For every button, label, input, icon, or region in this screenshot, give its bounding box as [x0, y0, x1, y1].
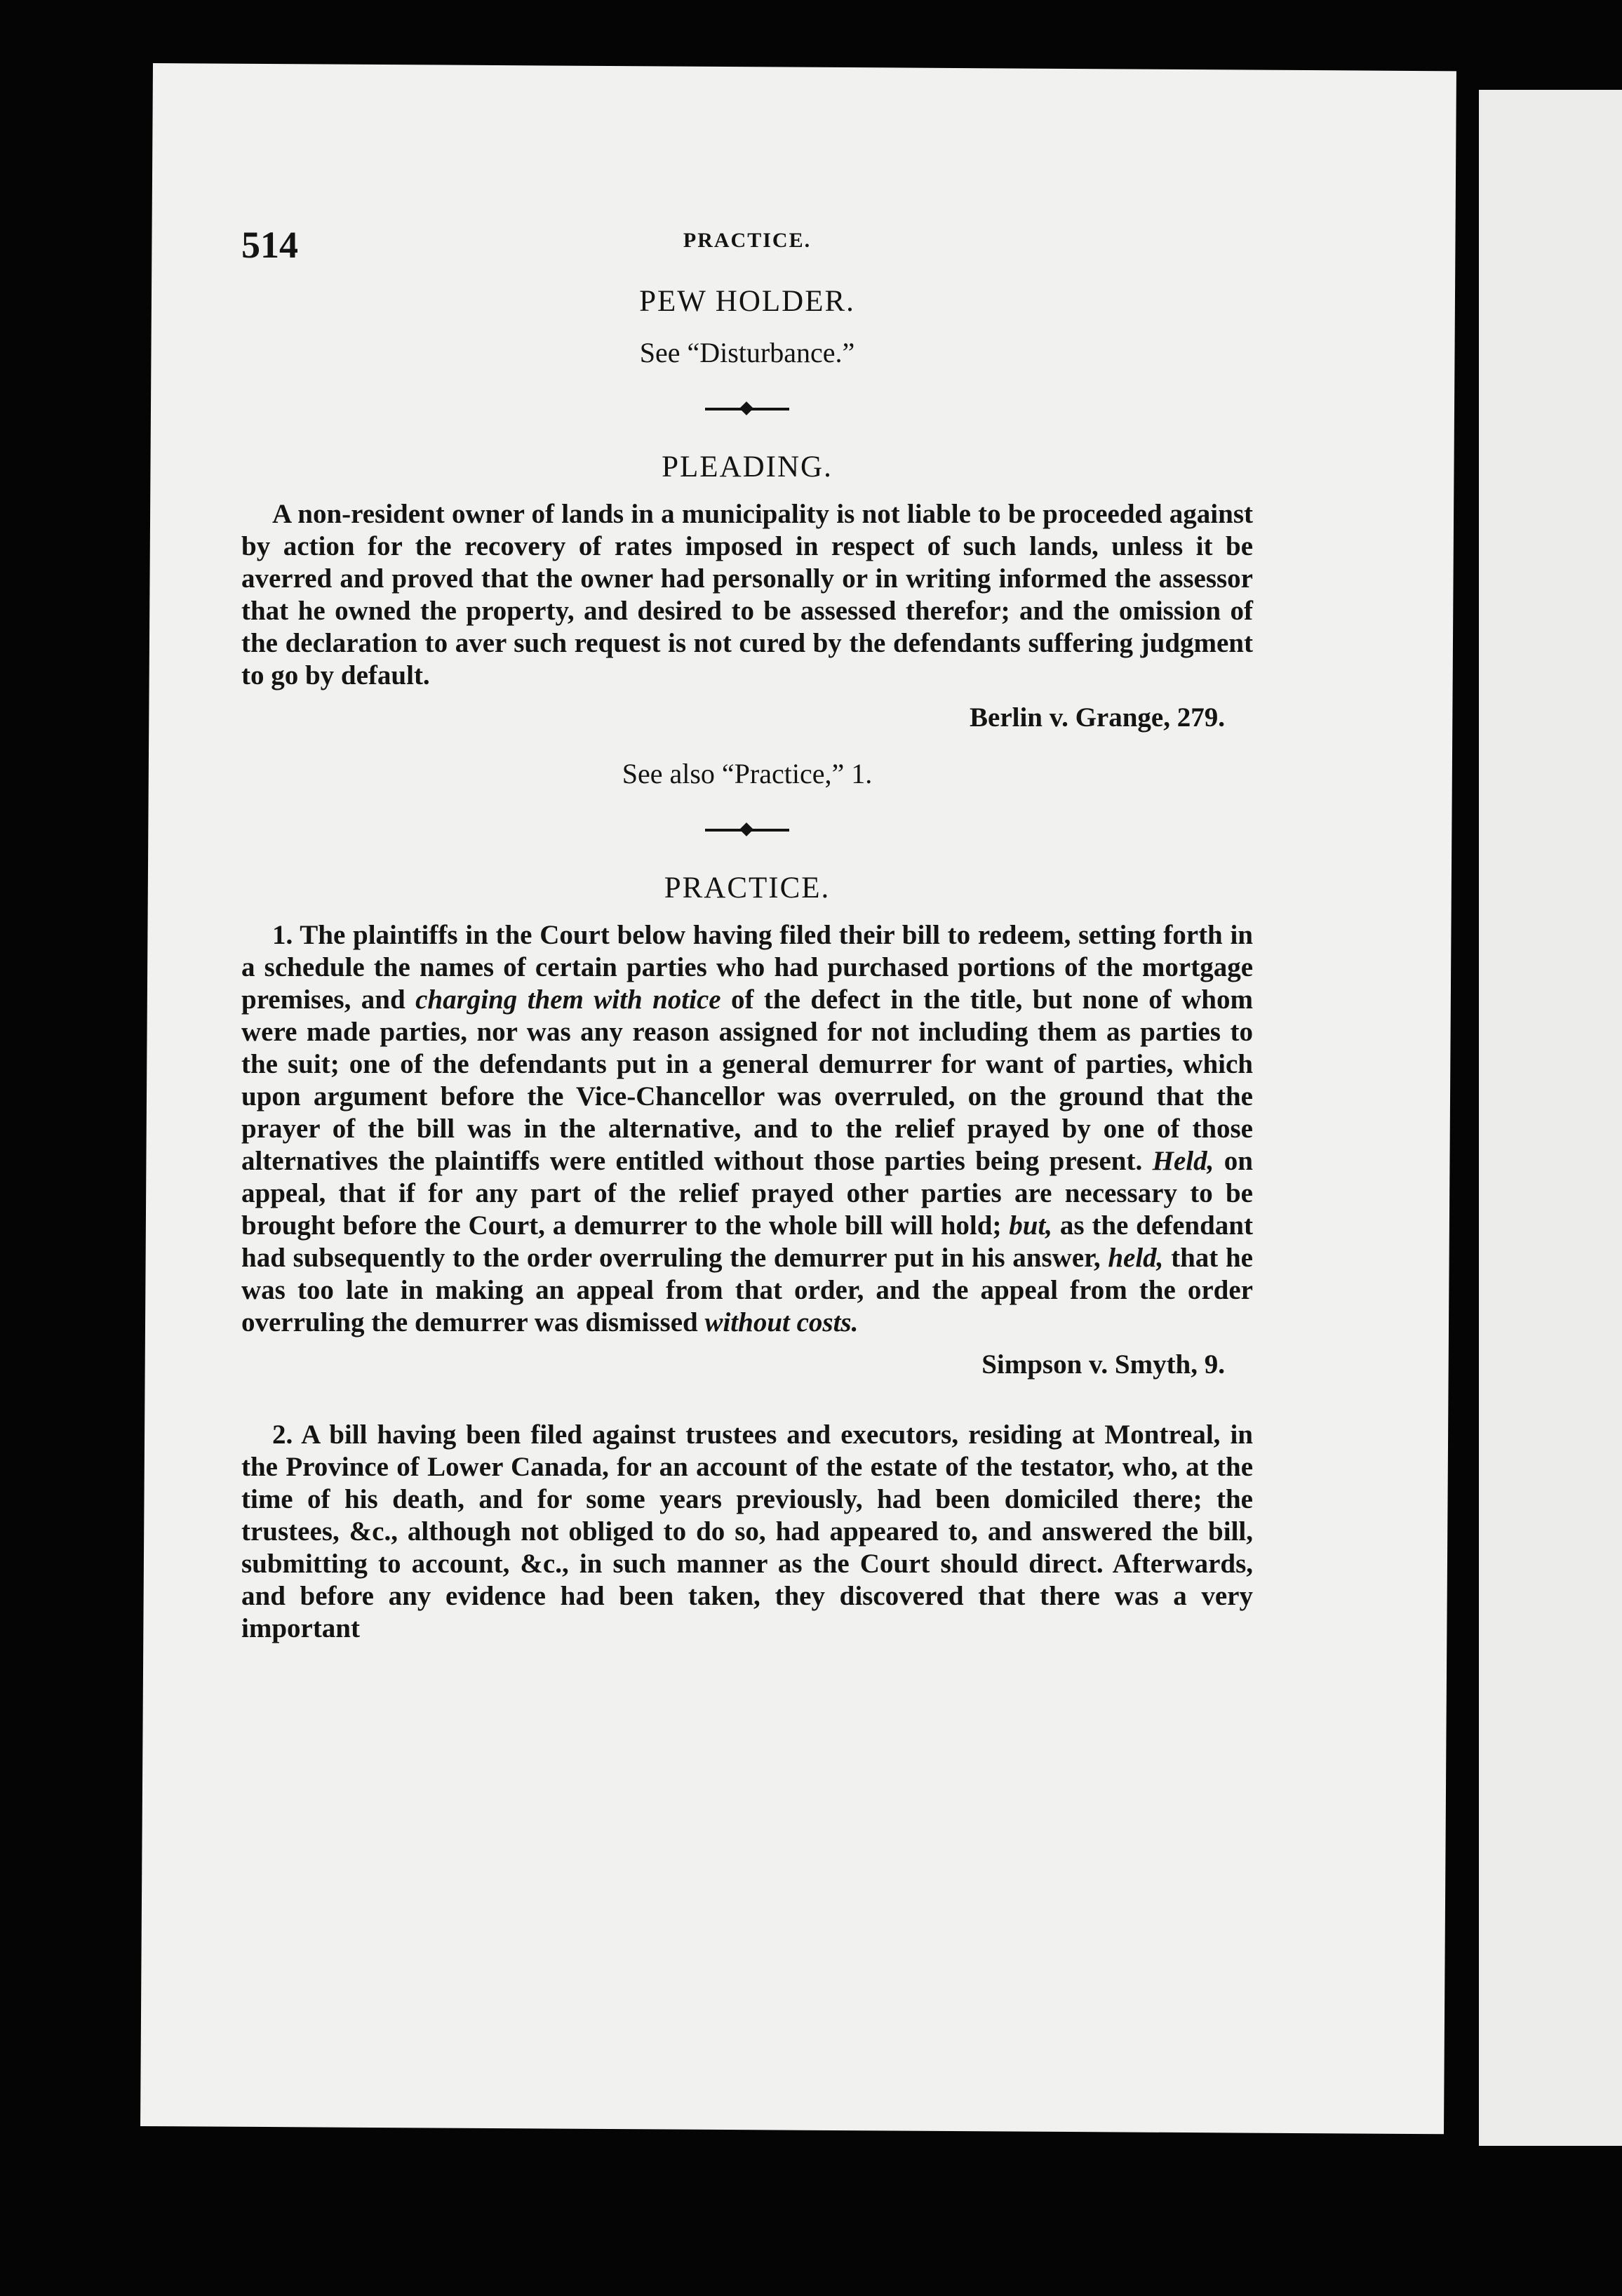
- section-pew-holder: [241, 281, 1253, 373]
- section-practice: [241, 867, 1253, 1645]
- page-body: [241, 281, 1253, 1645]
- text-run: as the defendant had subsequently to the order overruling the demurrer put in his answer,: [241, 1210, 1253, 1273]
- paragraph: A non-resident owner of lands in a municipality is not liable to be proceeded against by action for the recovery of rates imposed in respect of such lands, unless it be averred and proved that the owner had personally or in writing informed the assessor that he owned the property, and desired to be assessed therefor; and the omission of the declaration to aver such request is not cured by the defendants suffering judgment to go by default.: [241, 499, 1253, 690]
- section-divider-ornament: [705, 397, 789, 420]
- page-header: [241, 223, 1253, 272]
- italic-text: charging them with notice: [415, 985, 721, 1015]
- italic-text: held,: [1108, 1243, 1164, 1273]
- case-citation: Berlin v. Grange, 279.: [970, 702, 1225, 733]
- text-run: on appeal, that if for any part of the relief prayed other parties are necessary to be brought before the Court, a demurrer to the whole bill will hold;: [241, 1146, 1253, 1241]
- paragraph-2: 2. A bill having been filed against trustees and executors, residing at Montreal, in the Province of Lower Canada, for an account of the estate of the testator, who, at the time of his death, and for some years previously, had been domiciled there; the trustees, &c., although not obliged to do so, had appeared to, and answered the bill, submitting to account, &c., in such manner as the Court should direct. Afterwards, and before any evidence had been taken, they discovered that there was a very important: [241, 1420, 1253, 1643]
- case-citation: Simpson v. Smyth, 9.: [981, 1349, 1225, 1380]
- italic-text: but,: [1009, 1210, 1053, 1241]
- section-heading: PLEADING.: [662, 450, 833, 483]
- running-head: PRACTICE.: [683, 229, 812, 252]
- paragraph-1: [241, 919, 1253, 1339]
- page-number: 514: [241, 224, 298, 266]
- text-run: that he was too late in making an appeal from that order, and the appeal from the order overruling the demurrer was dismissed: [241, 1243, 1253, 1337]
- section-pleading: [241, 446, 1253, 794]
- adjacent-page-edge: [1479, 90, 1622, 2146]
- cross-reference: See also “Practice,” 1.: [622, 758, 873, 789]
- italic-text: Held,: [1152, 1146, 1214, 1176]
- text-run: of the defect in the title, but none of whom were made parties, nor was any reason assigned for not including them as parties to the suit; one of the defendants put in a general demurrer for want of parties, which upon argument before the Vice-Chancellor was overruled, on the ground that the prayer of the bill was in the alternative, and to the relief prayed by one of those alternatives the plaintiffs were entitled without those parties being present.: [241, 985, 1253, 1176]
- section-divider-ornament: [705, 818, 789, 841]
- text-run: 1. The plaintiffs in the Court below having filed their bill to redeem, setting forth in a schedule the names of certain parties who had purchased portions of the mortgage premises, and: [241, 920, 1253, 1015]
- cross-reference: See “Disturbance.”: [639, 337, 855, 368]
- section-heading: PRACTICE.: [664, 872, 831, 905]
- italic-text: without costs.: [704, 1307, 859, 1337]
- section-heading: PEW HOLDER.: [639, 285, 855, 318]
